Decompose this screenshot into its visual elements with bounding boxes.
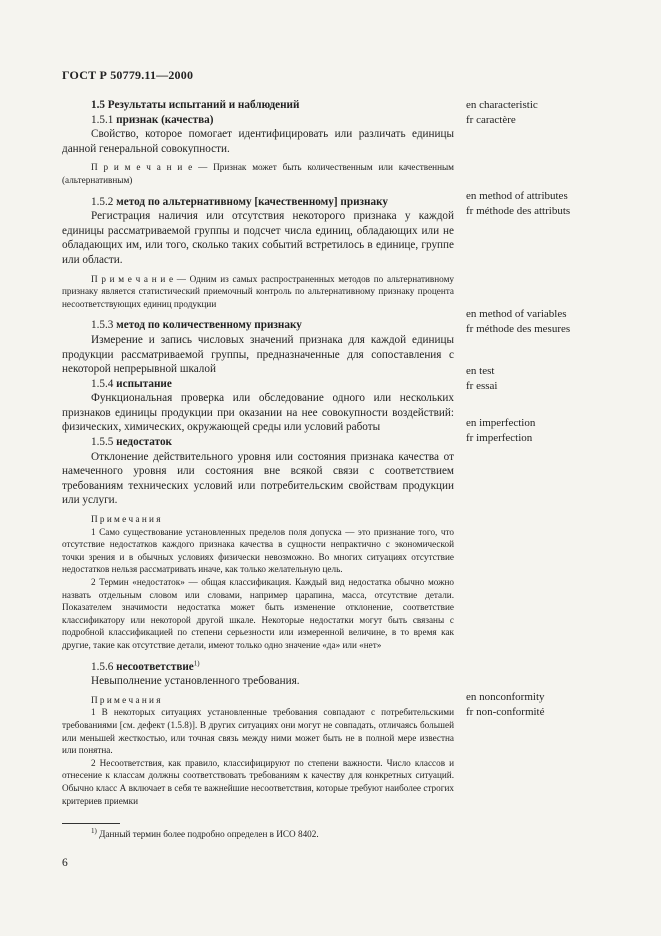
term-heading: 1.5.1 признак (качества) xyxy=(91,113,214,126)
term-heading: 1.5.6 несоответствие$^{1)}$ xyxy=(91,658,200,673)
term-heading: 1.5.3 метод по количественному признаку xyxy=(91,319,302,332)
french-term: fr essai xyxy=(466,379,498,392)
term-heading: 1.5.2 метод по альтернативному [качественному] признаку xyxy=(91,195,388,208)
term-equivalents xyxy=(466,98,538,127)
term-heading: 1.5.4 испытание xyxy=(91,377,172,390)
french-term: fr méthode des mesures xyxy=(466,322,571,335)
english-term: en test xyxy=(466,365,495,377)
french-term: fr méthode des attributs xyxy=(466,204,571,217)
french-term: fr non-conformité xyxy=(466,705,545,718)
main-content xyxy=(62,98,454,807)
term-equivalents xyxy=(466,416,535,445)
english-term: en imperfection xyxy=(466,417,536,429)
page-number: 6 xyxy=(62,857,68,869)
term-definition: Невыполнение установленного требования. xyxy=(91,675,300,688)
note-item: 2 Термин «недостаток» — общая классификация. Каждый вид недостатка обычно можно назвать отдельным словом или словами, например царапина, масса, отсутствие детали. Показателем значимости недостатка может быть изменение отклонение, соответствие классификатору или некоторой другой шкале. Некоторые недостатки могут быть связаны с подробной классификацией по степени серьезности или измеренной величине, в то время как другие, такие как отсутствие детали, имеют только одно значение «да» или «нет» xyxy=(62,577,454,650)
footnote-marker: 1) xyxy=(193,658,200,667)
note-item: 2 Несоответствия, как правило, классифицируют по степени важности. Число классов и отнесение к классам должны соответствовать требованиям к качеству для конкретных ситуаций. Обычно класс А включает в себя те важнейшие несоответствия, которые требуют наиболее строгих критериев приемки xyxy=(62,757,454,806)
notes-label: П р и м е ч а н и я xyxy=(91,514,161,525)
term-definition: Регистрация наличия или отсутствия некоторого признака у каждой единицы рассматриваемой группы и подсчет числа единиц, обладающих или не обладающих им, или того, сколько таких событий встретилось в единице, группе или области. xyxy=(62,210,454,266)
term-note: П р и м е ч а н и е — Признак может быть количественным или качественным (альтернативным) xyxy=(62,162,454,185)
term-equivalents xyxy=(466,189,570,218)
term-definition: Свойство, которое помогает идентифицировать или различать единицы данной генеральной совокупности. xyxy=(62,128,454,155)
footnote: $^{1)}$ Данный термин более подробно определен в ИСО 8402. xyxy=(91,826,319,839)
document-header: ГОСТ Р 50779.11—2000 xyxy=(62,68,194,82)
note-item: 1 Само существование установленных пределов поля допуска — это признание того, что отсутствие недостатков каждого признака качества в сущности непрактично с экономической точки зрения и в обычных условиях физически невозможно. Во многих ситуациях отсутствие недостатков нельзя рассматривать иначе, как только желательную цель. xyxy=(62,526,454,575)
section-title: 1.5 Результаты испытаний и наблюдений xyxy=(91,99,300,111)
french-term: fr imperfection xyxy=(466,431,533,444)
english-term: en nonconformity xyxy=(466,691,545,703)
french-term: fr caractère xyxy=(466,113,516,126)
english-term: en method of variables xyxy=(466,308,567,320)
note-item: 1 В некоторых ситуациях установленные требования совпадают с потребительскими требованиями [см. дефект (1.5.8)]. В других ситуациях они могут не совпадать, отличаясь большей или меньшей жесткостью, или точная связь между ними может быть не в полной мере известна или понятна. xyxy=(62,707,454,756)
term-definition: Измерение и запись числовых значений признака для каждой единицы продукции рассматриваемой группы, предназначенные для сопоставления с некоторой непрерывной шкалой xyxy=(62,333,454,376)
term-heading: 1.5.5 недостаток xyxy=(91,436,172,449)
footnote-divider xyxy=(62,823,120,824)
term-definition: Отклонение действительного уровня или состояния признака качества от намеченного уровня или состояния вне всякой связи с соответствием требованиям технических условий или потребительским свойствам продукции или услуги. xyxy=(62,450,454,507)
term-equivalents xyxy=(466,690,545,719)
english-term: en characteristic xyxy=(466,99,538,111)
notes-label: П р и м е ч а н и я xyxy=(91,694,161,705)
term-definition: Функциональная проверка или обследование одного или нескольких признаков единицы продукции при оказании на нее совокупности воздействий: физических, химических, окружающей среды или условий работы xyxy=(62,392,454,434)
term-equivalents xyxy=(466,307,570,336)
english-term: en method of attributes xyxy=(466,190,568,202)
term-equivalents xyxy=(466,364,497,393)
term-note: П р и м е ч а н и е — Одним из самых распространенных методов по альтернативному признаку является статистический приемочный контроль по альтернативному признаку процента несоответствующих единиц продукции xyxy=(62,273,454,309)
